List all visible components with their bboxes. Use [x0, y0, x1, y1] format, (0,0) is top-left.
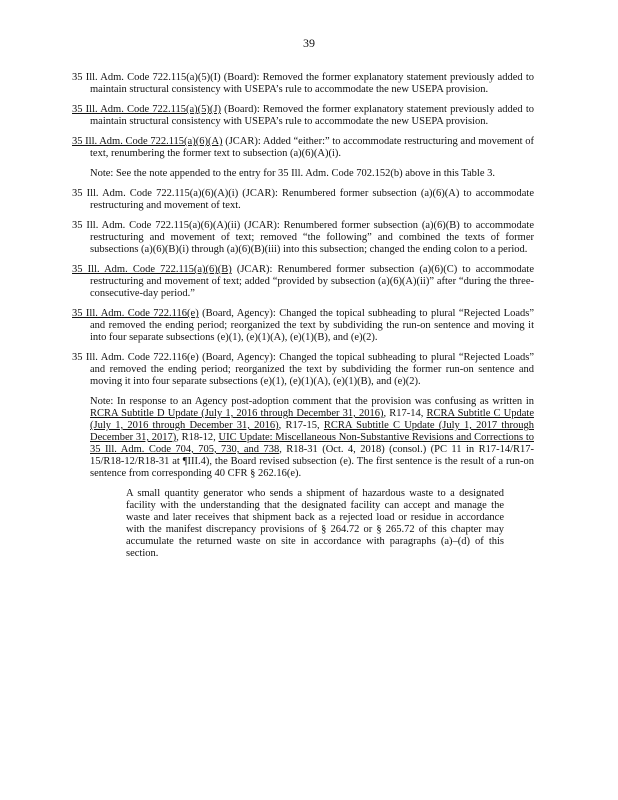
entry-citation: 35 Ill. Adm. Code 722.115(a)(6)(A)(ii): [72, 220, 241, 231]
entry-citation: 35 Ill. Adm. Code 722.115(a)(5)(J): [72, 104, 222, 115]
entry-722-115-a-5-I: [72, 72, 534, 96]
entry-citation: 35 Ill. Adm. Code 722.116(e): [72, 352, 199, 363]
entry-722-116-e-second: [72, 352, 534, 388]
page-number: 39: [303, 36, 315, 50]
entry-722-115-a-5-J: [72, 104, 534, 128]
entry-text: (Board): Removed the former explanatory statement previously added to maintain structural consistency with USEPA’s rule to accommodate the new USEPA provision.: [90, 72, 534, 95]
entry-text: (JCAR): Renumbered former subsection (a)(6)(A) to accommodate restructuring and movement of text.: [90, 188, 534, 211]
block-quote: A small quantity generator who sends a shipment of hazardous waste to a designated facility with the understanding that the designated facility can accept and manage the waste and later receives that shipment back as a rejected load or residue in accordance with the manifest discrepancy provisions of § 264.72 or § 265.72 of this chapter may accumulate the returned waste on site in accordance with paragraphs (a)–(d) of this section.: [126, 488, 504, 559]
entry-722-115-a-6-A-ii: [72, 220, 534, 256]
entry-text: (JCAR): Renumbered former subsection (a)(6)(B) to accommodate restructuring and movement of text; removed “the following” and combined the texts of former subsections (a)(6)(B)(i) through (a)(6)(B)(iii) into this subsection; changed the ending colon to a period.: [90, 220, 534, 255]
entry-722-116-e-first: [72, 308, 534, 344]
table-entries: [72, 72, 534, 560]
entry-text: (Board, Agency): Changed the topical subheading to plural “Rejected Loads” and removed the ending period; reorganized the text by subdividing the former run-on sentence and moving it into four separate subsections (e)(1), (e)(1)(A), (e)(1)(B), and (e)(2).: [90, 352, 534, 387]
entry-text: (Board): Removed the former explanatory statement previously added to maintain structural consistency with USEPA’s rule to accommodate the new USEPA provision.: [90, 104, 534, 127]
entry-text: (JCAR): Renumbered former subsection (a)(6)(C) to accommodate restructuring and movement of text; added “provided by subsection (a)(6)(A)(ii)” after “during the three-consecutive-day period.”: [90, 264, 534, 299]
entry-722-115-a-6-B: [72, 264, 534, 300]
entry-note: Note: See the note appended to the entry for 35 Ill. Adm. Code 702.152(b) above in this Table 3.: [90, 168, 495, 179]
docket-title: UIC Update: Miscellaneous Non-Substantive Revisions and Corrections to 35 Ill. Adm. Code 704, 705, 730, and 738: [90, 432, 534, 455]
entry-722-115-a-6-A-i: [72, 188, 534, 212]
docket-title: RCRA Subtitle C Update (July 1, 2016 through December 31, 2016): [90, 408, 534, 431]
entry-citation: 35 Ill. Adm. Code 722.116(e): [72, 308, 199, 319]
entry-citation: 35 Ill. Adm. Code 722.115(a)(6)(B): [72, 264, 232, 275]
entry-text: (JCAR): Added “either:” to accommodate restructuring and movement of text, renumbering the former text to subsection (a)(6)(A)(i).: [90, 136, 534, 159]
entry-citation: 35 Ill. Adm. Code 722.115(a)(6)(A)(i): [72, 188, 239, 199]
board-note: Note: In response to an Agency post-adoption comment that the provision was confusing as written in RCRA Subtitle D Update (July 1, 2016 through December 31, 2016), R17-14, RCRA Subtitle C Update (July 1, 2016 through December 31, 2016), R17-15, RCRA Subtitle C Update (July 1, 2017 through December 31, 2017), R18-12, UIC Update: Miscellaneous Non-Substantive Revisions and Corrections to 35 Ill. Adm. Code 704, 705, 730, and 738, R18-31 (Oct. 4, 2018) (consol.) (PC 11 in R17-14/R17-15/R18-12/R18-31 at ¶III.4), the Board revised subsection (e). The first sentence is the result of a run-on sentence from corresponding 40 CFR § 262.16(e).: [90, 396, 534, 479]
docket-title: RCRA Subtitle D Update (July 1, 2016 through December 31, 2016): [90, 408, 384, 419]
entry-text: (Board, Agency): Changed the topical subheading to plural “Rejected Loads” and removed the ending period; reorganized the text by subdividing the run-on sentence and moving it into four separate subsections (e)(1), (e)(1)(A), (e)(1)(B), and (e)(2).: [90, 308, 534, 343]
entry-citation: 35 Ill. Adm. Code 722.115(a)(5)(I): [72, 72, 221, 83]
entry-citation: 35 Ill. Adm. Code 722.115(a)(6)(A): [72, 136, 223, 147]
entry-722-115-a-6-A: [72, 136, 534, 160]
docket-title: RCRA Subtitle C Update (July 1, 2017 through December 31, 2017): [90, 420, 534, 443]
